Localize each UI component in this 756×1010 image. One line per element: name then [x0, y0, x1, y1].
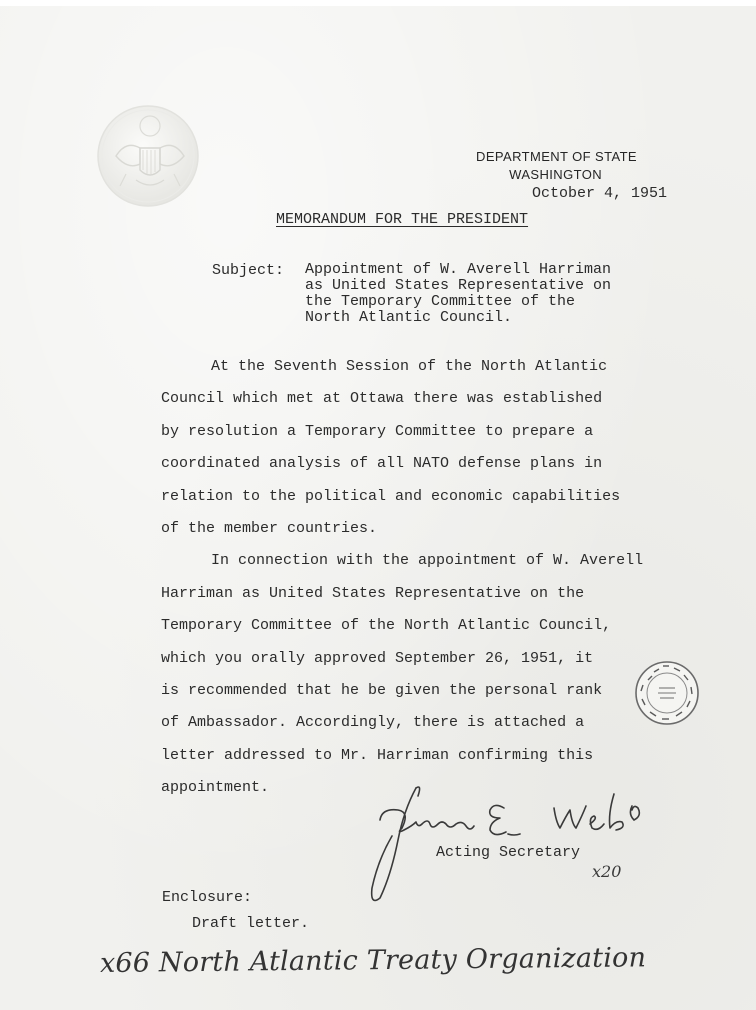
body-line: coordinated analysis of all NATO defense plans in [161, 455, 603, 473]
body-line: Council which met at Ottawa there was established [161, 390, 603, 408]
subject-label: Subject: [212, 262, 285, 279]
embossed-seal-icon [96, 104, 200, 208]
memo-date: October 4, 1951 [532, 185, 668, 202]
body-line: letter addressed to Mr. Harriman confirming this [161, 746, 594, 764]
file-notation: x20 [592, 862, 622, 881]
memo-body [161, 351, 681, 804]
letterhead-city: WASHINGTON [509, 167, 602, 182]
body-line: In connection with the appointment of W. Averell [211, 552, 644, 570]
enclosure-item: Draft letter. [192, 915, 310, 932]
body-line: At the Seventh Session of the North Atlantic [211, 358, 608, 375]
subject-line: Appointment of W. Averell Harriman [305, 261, 612, 278]
body-line: appointment. [161, 779, 270, 797]
enclosure-label: Enclosure: [162, 889, 253, 906]
letterhead-department: DEPARTMENT OF STATE [476, 149, 637, 164]
handwritten-file-note: x66 North Atlantic Treaty Organization [99, 942, 647, 979]
body-line: of the member countries. [161, 519, 378, 537]
body-line: is recommended that he be given the personal rank [161, 681, 603, 699]
body-line: which you orally approved September 26, 1951, it [161, 649, 594, 667]
subject-line: the Temporary Committee of the [305, 293, 576, 310]
body-line: Harriman as United States Representative on the [161, 584, 585, 602]
body-line: by resolution a Temporary Committee to prepare a [161, 422, 594, 440]
letterhead [440, 148, 655, 184]
subject-line: as United States Representative on [305, 277, 612, 294]
page-top-edge [0, 0, 756, 6]
memo-title: MEMORANDUM FOR THE PRESIDENT [276, 211, 529, 228]
archive-stamp-icon [634, 660, 700, 726]
body-line: relation to the political and economic capabilities [161, 487, 621, 505]
subject-text [305, 262, 611, 326]
signatory-title: Acting Secretary [436, 844, 581, 861]
body-line: of Ambassador. Accordingly, there is attached a [161, 714, 585, 732]
subject-line: North Atlantic Council. [305, 309, 513, 326]
body-line: Temporary Committee of the North Atlantic Council, [161, 617, 612, 635]
